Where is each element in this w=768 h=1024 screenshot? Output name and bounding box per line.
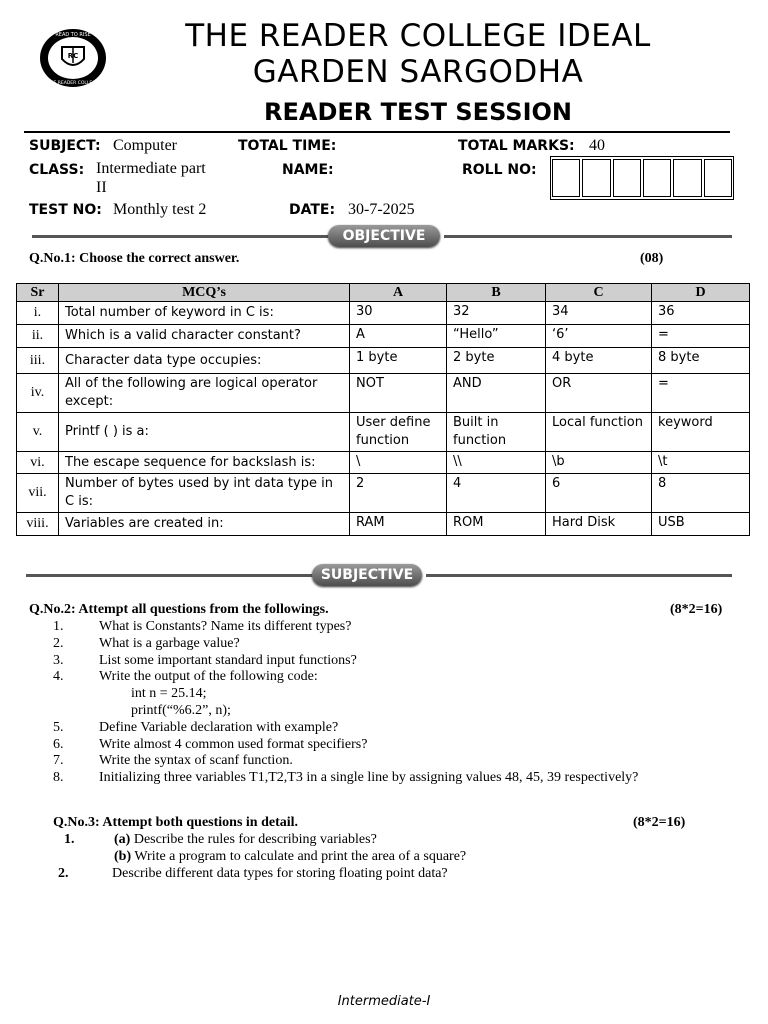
list-item: 1. What is Constants? Name its different types? [53,619,352,634]
list-item: 3. List some important standard input functions? [53,652,357,668]
col-mcq: MCQ’s [59,284,350,302]
banner-rule-right [444,235,732,238]
q2-marks: (8*2=16) [670,602,723,617]
col-c: C [546,284,652,302]
roll-no-label: ROLL NO: [462,162,537,178]
roll-box[interactable] [552,159,580,197]
svg-text:THE READER COLLEGE: THE READER COLLEGE [47,81,99,86]
option-d: 8 byte [652,348,750,374]
mcq-question: Total number of keyword in C is: [59,302,350,325]
q1-title: Q.No.1: Choose the correct answer. [29,251,240,266]
title-line-2: GARDEN SARGODHA [252,54,584,90]
option-d: = [652,374,750,413]
option-b: ROM [447,513,546,536]
option-a: A [350,325,447,348]
option-b: 2 byte [447,348,546,374]
q2-list [53,619,753,787]
roll-no-boxes[interactable] [550,156,734,200]
table-row: iii. Character data type occupies: 1 byte 2 byte 4 byte 8 byte [17,348,750,374]
svg-text:READ TO RISE: READ TO RISE [55,32,91,38]
class-label: CLASS: [29,162,85,178]
mcq-question: Printf ( ) is a: [59,413,350,452]
option-b: \\ [447,452,546,474]
option-b: Built in function [447,413,546,452]
option-c: OR [546,374,652,413]
option-c: 6 [546,474,652,513]
list-item: 8. Initializing three variables T1,T2,T3 in a single line by assigning values 48, 45, 39 respectively? [53,770,639,786]
col-sr: Sr [17,284,59,302]
total-time-label: TOTAL TIME: [238,138,337,154]
mcq-question: Which is a valid character constant? [59,325,350,348]
roll-box[interactable] [582,159,610,197]
list-item: 7. Write the syntax of scanf function. [53,753,293,769]
session-title: READER TEST SESSION [264,98,572,126]
col-b: B [447,284,546,302]
option-b: “Hello” [447,325,546,348]
banner-rule-left [32,235,332,238]
code-line: int n = 25.14; [131,686,207,702]
test-no-label: TEST NO: [29,202,102,218]
class-value: Intermediate part II [96,160,206,196]
table-row: ii. Which is a valid character constant? A “Hello” ‘6’ = [17,325,750,348]
q3-marks: (8*2=16) [633,815,686,830]
option-b: 4 [447,474,546,513]
q1-marks: (08) [640,251,664,266]
q2-title: Q.No.2: Attempt all questions from the followings. [29,602,329,617]
mcq-question: Variables are created in: [59,513,350,536]
table-row: v. Printf ( ) is a: User define function Built in function Local function keyword [17,413,750,452]
option-d: \t [652,452,750,474]
total-marks-label: TOTAL MARKS: [458,138,575,154]
banner-rule-right [426,574,732,577]
table-row: i. Total number of keyword in C is: 30 32 34 36 [17,302,750,325]
mcq-question: All of the following are logical operator except: [59,374,350,413]
page-footer: Intermediate-I [337,994,431,1009]
option-a: User define function [350,413,447,452]
objective-banner [32,225,732,247]
col-a: A [350,284,447,302]
list-item: (b) Write a program to calculate and print the area of a square? [114,848,467,864]
banner-rule-left [26,574,316,577]
subjective-pill: SUBJECTIVE [312,564,422,586]
mcq-table [16,283,750,536]
list-item: 1. (a) Describe the rules for describing variables? [64,832,377,847]
title-line-1: THE READER COLLEGE IDEAL [185,18,651,54]
mcq-question: Character data type occupies: [59,348,350,374]
q3-list [58,832,744,882]
college-title [130,18,706,90]
roll-box[interactable] [613,159,641,197]
option-c: 34 [546,302,652,325]
roll-box[interactable] [673,159,701,197]
q3-title: Q.No.3: Attempt both questions in detail. [53,815,299,830]
total-marks-value: 40 [589,137,605,154]
option-b: AND [447,374,546,413]
list-item: 2. What is a garbage value? [53,635,240,651]
option-c: Local function [546,413,652,452]
option-c: Hard Disk [546,513,652,536]
subjective-banner [26,564,732,586]
mcq-question: The escape sequence for backslash is: [59,452,350,474]
option-a: 1 byte [350,348,447,374]
table-row: viii. Variables are created in: RAM ROM Hard Disk USB [17,513,750,536]
option-c: 4 byte [546,348,652,374]
subject-value: Computer [113,137,177,154]
table-row: iv. All of the following are logical operator except: NOT AND OR = [17,374,750,413]
table-row: vi. The escape sequence for backslash is: \ \\ \b \t [17,452,750,474]
name-label: NAME: [282,162,334,178]
college-emblem-icon [38,27,108,89]
test-no-value: Monthly test 2 [113,201,207,218]
option-c: ‘6’ [546,325,652,348]
option-d: 8 [652,474,750,513]
svg-text:RC: RC [67,52,79,60]
list-item: 5. Define Variable declaration with example? [53,719,339,735]
option-c: \b [546,452,652,474]
list-item: 2. Describe different data types for storing floating point data? [58,865,448,881]
option-b: 32 [447,302,546,325]
option-a: NOT [350,374,447,413]
header-divider [24,131,730,133]
subject-label: SUBJECT: [29,138,101,154]
col-d: D [652,284,750,302]
option-d: 36 [652,302,750,325]
college-logo [38,27,108,89]
list-item: 4. Write the output of the following code: [53,669,318,685]
roll-box[interactable] [704,159,732,197]
mcq-question: Number of bytes used by int data type in C is: [59,474,350,513]
date-label: DATE: [289,202,336,218]
option-a: 2 [350,474,447,513]
objective-pill: OBJECTIVE [328,225,440,247]
option-d: = [652,325,750,348]
date-value: 30-7-2025 [348,201,415,218]
list-item: 6. Write almost 4 common used format specifiers? [53,736,368,752]
roll-box[interactable] [643,159,671,197]
mcq-header-row [17,284,750,302]
code-line: printf(“%6.2”, n); [131,702,231,718]
option-a: 30 [350,302,447,325]
option-d: USB [652,513,750,536]
table-row: vii. Number of bytes used by int data type in C is: 2 4 6 8 [17,474,750,513]
option-a: RAM [350,513,447,536]
option-d: keyword [652,413,750,452]
option-a: \ [350,452,447,474]
